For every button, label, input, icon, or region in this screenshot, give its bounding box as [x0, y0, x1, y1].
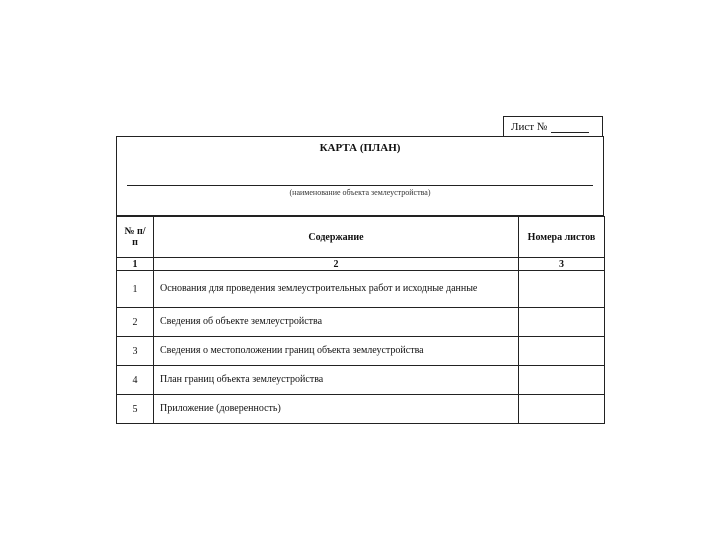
object-name-line [127, 185, 593, 186]
document-title: КАРТА (ПЛАН) [319, 142, 401, 154]
row-number: 5 [117, 395, 154, 424]
table-row [117, 337, 605, 366]
sheet-number-blank [551, 121, 589, 133]
row-number: 2 [117, 308, 154, 337]
header-number: № п/п [117, 217, 154, 258]
row-content: Основания для проведения землеустроительных работ и исходные данные [154, 271, 519, 308]
object-name-caption: (наименование объекта землеустройства) [289, 188, 431, 197]
row-number: 4 [117, 366, 154, 395]
column-number: 3 [519, 258, 605, 271]
row-sheets [519, 366, 605, 395]
table-row [117, 366, 605, 395]
header-content: Содержание [154, 217, 519, 258]
row-content: Приложение (доверенность) [154, 395, 519, 424]
column-numbers-row [117, 258, 605, 271]
table-row [117, 308, 605, 337]
table-row [117, 271, 605, 308]
row-number: 3 [117, 337, 154, 366]
row-number: 1 [117, 271, 154, 308]
row-content: Сведения о местоположении границ объекта землеустройства [154, 337, 519, 366]
sheet-number-box [503, 116, 603, 136]
table-row [117, 395, 605, 424]
row-sheets [519, 337, 605, 366]
row-sheets [519, 271, 605, 308]
document-header [116, 136, 604, 216]
sheet-number-label: Лист № [511, 120, 548, 133]
row-content: План границ объекта землеустройства [154, 366, 519, 395]
header-sheets: Номера листов [519, 217, 605, 258]
column-number: 1 [117, 258, 154, 271]
contents-table [116, 216, 605, 424]
row-content: Сведения об объекте землеустройства [154, 308, 519, 337]
table-header-row [117, 217, 605, 258]
row-sheets [519, 395, 605, 424]
row-sheets [519, 308, 605, 337]
column-number: 2 [154, 258, 519, 271]
